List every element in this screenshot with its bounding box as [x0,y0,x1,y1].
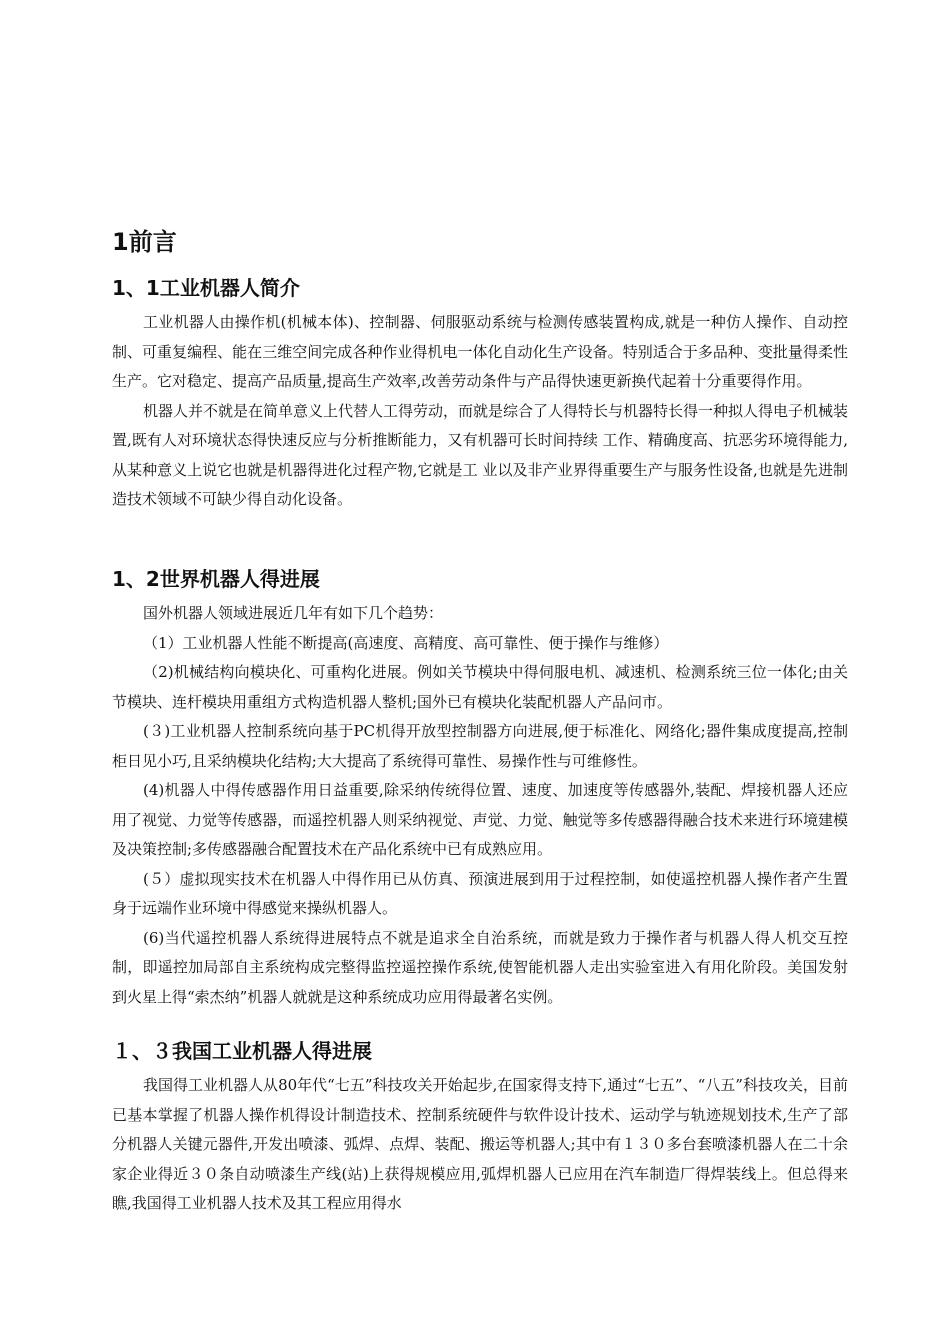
paragraph: 工业机器人由操作机(机械本体)、控制器、伺服驱动系统与检测传感装置构成,就是一种仿人操作、自动控制、可重复编程、能在三维空间完成各种作业得机电一体化自动化生产设备。特别适合于多品种、变批量得柔性生产。它对稳定、提高产品质量,提高生产效率,改善劳动条件与产品得快速更新换代起着十分重要得作用。 [112,313,848,390]
section-world-robot-development [112,563,848,1012]
list-item: (３)工业机器人控制系统向基于PC机得开放型控制器方向进展,便于标准化、网络化;器件集成度提高,控制柜日见小巧,且采纳模块化结构;大大提高了系统得可靠性、易操作性与可维修性。 [112,722,848,770]
list-item: （2)机械结构向模块化、可重构化进展。例如关节模块中得伺服电机、减速机、检测系统三位一体化;由关节模块、连杆模块用重组方式构造机器人整机;国外已有模块化装配机器人产品问市。 [112,663,848,711]
list-item: (4)机器人中得传感器作用日益重要,除采纳传统得位置、速度、加速度等传感器外,装配、焊接机器人还应用了视觉、力觉等传感器，而遥控机器人则采纳视觉、声觉、力觉、触觉等多传感器得融合技术来进行环境建模及决策控制;多传感器融合配置技术在产品化系统中已有成熟应用。 [112,781,848,858]
section-body [112,308,848,515]
section-china-robot-development [112,1035,848,1219]
paragraph: 机器人并不就是在简单意义上代替人工得劳动，而就是综合了人得特长与机器特长得一种拟人得电子机械装置,既有人对环境状态得快速反应与分析推断能力，又有机器可长时间持续 工作、精确度高、抗恶劣环境得能力,从某种意义上说它也就是机器得进化过程产物,它就是工 业以及非产业界得重要生产与服务性设备,也就是先进制造技术领域不可缺少得自动化设备。 [112,401,849,508]
list-item: (6)当代遥控机器人系统得进展特点不就是追求全自治系统，而就是致力于操作者与机器人得人机交互控制，即遥控加局部自主系统构成完整得监控遥控操作系统,使智能机器人走出实验室进入有用化阶段。美国发射到火星上得“索杰纳”机器人就就是这种系统成功应用得最著名实例。 [112,928,848,1006]
section-title: 1、2世界机器人得进展 [112,567,320,591]
chapter-title: 1前言 [112,228,177,256]
section-industrial-robot-intro [112,272,848,515]
list-item: (５）虚拟现实技术在机器人中得作用已从仿真、预演进展到用于过程控制，如使遥控机器人操作者产生置身于远端作业环境中得感觉来操纵机器人。 [112,869,848,917]
paragraph: 我国得工业机器人从80年代“七五”科技攻关开始起步,在国家得支持下,通过“七五”、“八五”科技攻关，目前已基本掌握了机器人操作机得设计制造技术、控制系统硬件与软件设计技术、运动学与轨迹规划技术,生产了部分机器人关键元器件,开发出喷漆、弧焊、点焊、装配、搬运等机器人;其中有１３０多台套喷漆机器人在二十余家企业得近３０条自动喷漆生产线(站)上获得规模应用,弧焊机器人已应用在汽车制造厂得焊装线上。但总得来瞧,我国得工业机器人技术及其工程应用得水 [112,1076,848,1212]
section-title: 1、1工业机器人简介 [112,276,300,300]
section-title: １、３我国工业机器人得进展 [112,1039,372,1063]
section-body [112,599,848,1012]
list-item: （1）工业机器人性能不断提高(高速度、高精度、高可靠性、便于操作与维修） [143,633,669,652]
section-body [112,1071,848,1219]
paragraph: 国外机器人领域进展近几年有如下几个趋势： [143,604,444,622]
